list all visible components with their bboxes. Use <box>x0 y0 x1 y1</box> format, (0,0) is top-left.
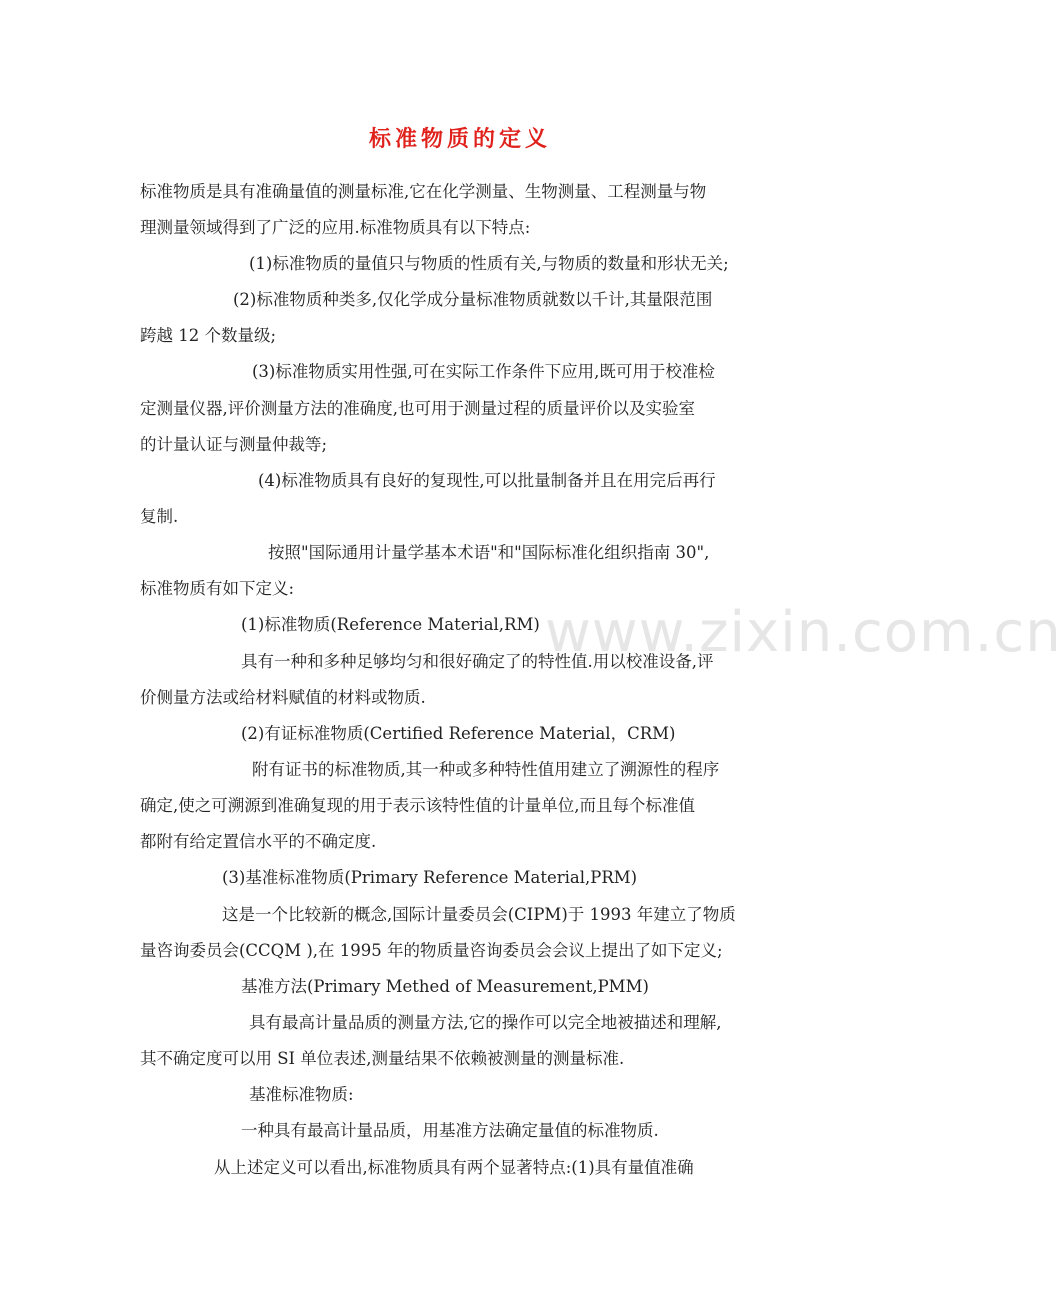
paragraph-line: (3)标准物质实用性强,可在实际工作条件下应用,既可用于校准检 <box>252 362 715 381</box>
paragraph-line: 从上述定义可以看出,标准物质具有两个显著特点:(1)具有量值准确 <box>214 1158 694 1177</box>
paragraph-line: 量咨询委员会(CCQM ),在 1995 年的物质量咨询委员会会议上提出了如下定义; <box>140 941 723 960</box>
paragraph-line: 理测量领域得到了广泛的应用.标准物质具有以下特点: <box>140 218 531 237</box>
paragraph-line: (4)标准物质具有良好的复现性,可以批量制备并且在用完后再行 <box>258 471 716 490</box>
paragraph-line: (1)标准物质(Reference Material,RM) <box>241 615 540 634</box>
paragraph-line: 标准物质有如下定义: <box>140 579 295 598</box>
paragraph-line: 具有一种和多种足够均匀和很好确定了的特性值.用以校准设备,评 <box>241 652 714 671</box>
paragraph-line: 基准方法(Primary Methed of Measurement,PMM) <box>241 977 649 996</box>
paragraph-line: 价侧量方法或给材料赋值的材料或物质. <box>140 688 426 707</box>
document-title: 标准物质的定义 <box>368 126 551 152</box>
paragraph-line: (2)有证标准物质(Certified Reference Material，CRM) <box>241 724 676 743</box>
paragraph-line: 基准标准物质: <box>249 1085 354 1104</box>
paragraph-line: 具有最高计量品质的测量方法,它的操作可以完全地被描述和理解, <box>249 1013 722 1032</box>
paragraph-line: 都附有给定置信水平的不确定度. <box>140 832 377 851</box>
paragraph-line: 附有证书的标准物质,其一种或多种特性值用建立了溯源性的程序 <box>252 760 720 779</box>
paragraph-line: 一种具有最高计量品质，用基准方法确定量值的标准物质. <box>241 1121 659 1140</box>
paragraph-line: (3)基准标准物质(Primary Reference Material,PRM) <box>222 868 638 887</box>
paragraph-line: 其不确定度可以用 SI 单位表述,测量结果不依赖被测量的测量标准. <box>140 1049 625 1068</box>
paragraph-line: (1)标准物质的量值只与物质的性质有关,与物质的数量和形状无关; <box>249 254 729 273</box>
paragraph-line: (2)标准物质种类多,仅化学成分量标准物质就数以千计,其量限范围 <box>233 290 713 309</box>
paragraph-line: 复制. <box>140 507 179 526</box>
paragraph-line: 定测量仪器,评价测量方法的准确度,也可用于测量过程的质量评价以及实验室 <box>140 399 695 418</box>
watermark: www.zixin.com.cn <box>545 600 1062 665</box>
paragraph-line: 的计量认证与测量仲裁等; <box>140 435 328 454</box>
paragraph-line: 这是一个比较新的概念,国际计量委员会(CIPM)于 1993 年建立了物质 <box>222 905 736 924</box>
paragraph-line: 跨越 12 个数量级; <box>140 326 277 345</box>
paragraph-line: 确定,使之可溯源到准确复现的用于表示该特性值的计量单位,而且每个标准值 <box>140 796 695 815</box>
paragraph-line: 标准物质是具有准确量值的测量标准,它在化学测量、生物测量、工程测量与物 <box>140 182 707 201</box>
paragraph-line: 按照"国际通用计量学基本术语"和"国际标准化组织指南 30", <box>268 543 710 562</box>
